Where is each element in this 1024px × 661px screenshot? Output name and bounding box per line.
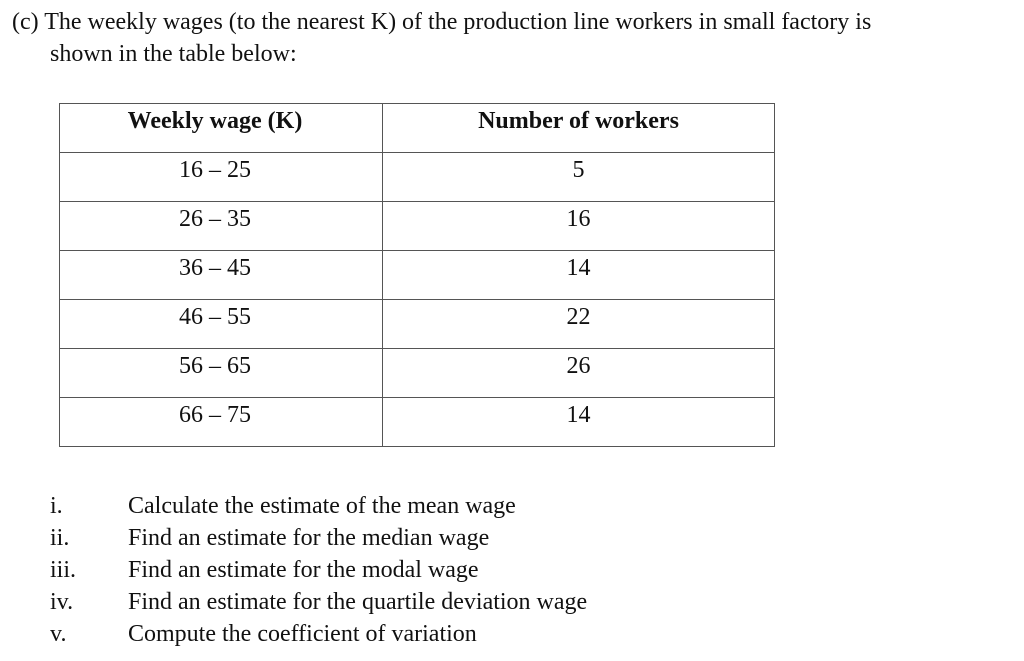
wage-range: 56 – 65 (179, 353, 251, 379)
table-row (60, 153, 775, 202)
wage-range: 36 – 45 (179, 255, 251, 281)
task-number: v. (50, 621, 67, 647)
wage-range: 16 – 25 (179, 157, 251, 183)
wage-table (59, 103, 775, 447)
wage-range: 26 – 35 (179, 206, 251, 232)
task-text: Find an estimate for the median wage (128, 525, 490, 551)
task-text: Find an estimate for the quartile deviation wage (128, 589, 588, 615)
table-row (60, 398, 775, 447)
task-number: ii. (50, 525, 70, 551)
header-number-of-workers: Number of workers (383, 104, 775, 153)
task-text: Calculate the estimate of the mean wage (128, 493, 516, 519)
table-row (60, 251, 775, 300)
worker-count-cell: 14 (383, 251, 775, 300)
task-text: Find an estimate for the modal wage (128, 557, 479, 583)
worker-count-cell: 14 (383, 398, 775, 447)
wage-range-cell (60, 153, 383, 202)
wage-range-cell (60, 398, 383, 447)
header-weekly-wage (60, 104, 383, 153)
table-row (60, 300, 775, 349)
table-row (60, 202, 775, 251)
wage-range: 46 – 55 (179, 304, 251, 330)
worker-count-cell: 16 (383, 202, 775, 251)
worker-count-cell: 5 (383, 153, 775, 202)
header-label: Weekly wage (K) (127, 108, 303, 134)
question-intro-line2: shown in the table below: (50, 41, 297, 67)
task-number: iv. (50, 589, 74, 615)
worker-count-cell: 22 (383, 300, 775, 349)
question-intro-line1: (c) The weekly wages (to the nearest K) of the production line workers in small factory is (12, 9, 872, 35)
wage-range: 66 – 75 (179, 402, 251, 428)
task-number: iii. (50, 557, 77, 583)
wage-range-cell (60, 202, 383, 251)
task-text: Compute the coefficient of variation (128, 621, 477, 647)
wage-range-cell (60, 251, 383, 300)
table-row (60, 349, 775, 398)
wage-range-cell (60, 300, 383, 349)
task-number: i. (50, 493, 63, 519)
worker-count-cell: 26 (383, 349, 775, 398)
wage-range-cell (60, 349, 383, 398)
table-header-row (60, 104, 775, 153)
